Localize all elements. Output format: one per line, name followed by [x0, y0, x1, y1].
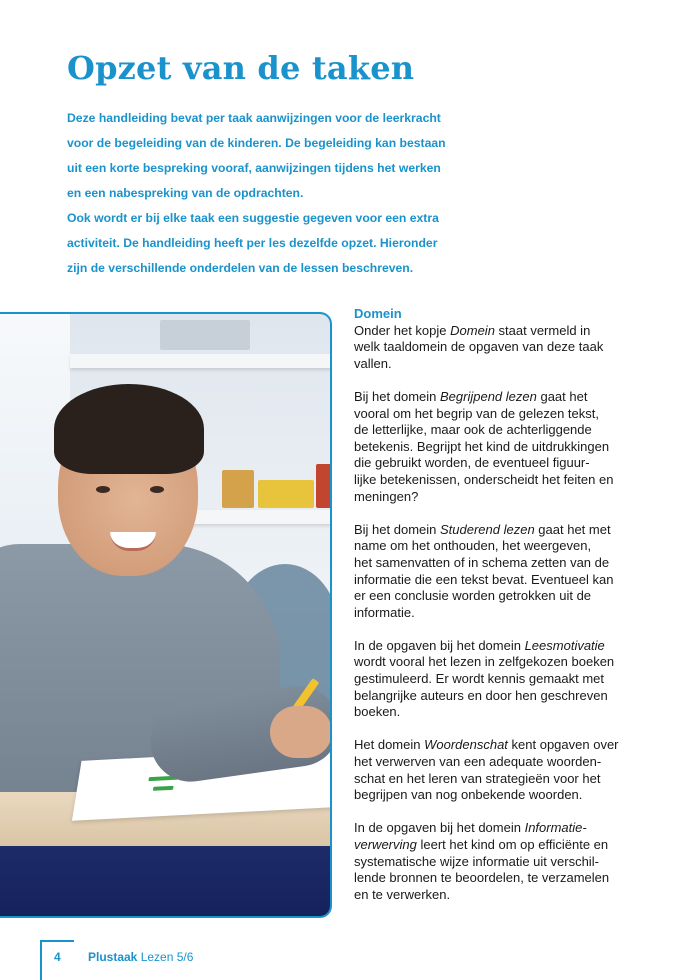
text-line: [354, 837, 654, 854]
intro-line: uit een korte bespreking vooraf, aanwijzingen tijdens het werken: [67, 161, 441, 175]
text-line: [354, 389, 654, 406]
text-line: belangrijke auteurs en door hen geschreven: [354, 687, 608, 703]
text-line: die gebruikt worden, de eventueel figuur-: [354, 455, 590, 471]
text-line: [354, 522, 654, 539]
text-line: name om het onthouden, het weergeven,: [354, 538, 592, 554]
italic-term: Woordenschat: [424, 737, 508, 753]
intro-line: voor de begeleiding van de kinderen. De begeleiding kan bestaan: [67, 136, 446, 150]
paragraph-informatieverwerving: [354, 820, 654, 903]
photo-shelf-box: [160, 320, 250, 350]
text-run: gaat het: [536, 388, 588, 404]
photo-shelf-box: [258, 480, 314, 508]
photo-eye: [96, 486, 110, 493]
text-line: [354, 638, 654, 655]
italic-term: Leesmotivatie: [524, 637, 605, 653]
text-line: het verwerven van een adequate woorden-: [354, 754, 602, 770]
intro-line: activiteit. De handleiding heeft per les dezelfde opzet. Hieronder: [67, 236, 438, 250]
intro-line: zijn de verschillende onderdelen van de lessen beschreven.: [67, 261, 414, 275]
text-run: staat vermeld in: [494, 322, 591, 338]
text-line: er een conclusie worden getrokken uit de: [354, 588, 592, 604]
text-line: [354, 323, 654, 340]
paragraph-studerend-lezen: [354, 522, 654, 622]
text-line: boeken.: [354, 704, 401, 720]
photo-eye: [150, 486, 164, 493]
domain-column: [354, 306, 654, 920]
section-heading-domein: Domein: [354, 306, 402, 321]
text-line: gestimuleerd. Er wordt kennis gemaakt met: [354, 671, 604, 687]
photo-hand: [270, 706, 332, 758]
text-line: de letterlijke, maar ook de achterliggende: [354, 422, 592, 438]
text-line: wordt vooral het lezen in zelfgekozen boeken: [354, 654, 615, 670]
photo-hair: [54, 384, 204, 474]
text-line: informatie.: [354, 604, 415, 620]
text-line: vallen.: [354, 355, 392, 371]
text-line: informatie die een tekst bevat. Eventueel kan: [354, 571, 614, 587]
intro-line: Deze handleiding bevat per taak aanwijzingen voor de leerkracht: [67, 111, 441, 125]
footer-rule: [40, 940, 74, 942]
italic-term: verwerving: [354, 837, 417, 852]
text-line: meningen?: [354, 488, 419, 504]
text-run: leert het kind om op efficiënte en: [416, 837, 609, 852]
footer-brand: Plustaak: [88, 950, 138, 964]
text-line: en te verwerken.: [354, 886, 451, 902]
text-run: Bij het domein: [354, 388, 440, 404]
text-line: vooral om het begrip van de gelezen tekst,: [354, 405, 599, 421]
text-line: het samenvatten of in schema zetten van de: [354, 554, 610, 570]
italic-term: Studerend lezen: [440, 521, 535, 537]
intro-line: Ook wordt er bij elke taak een suggestie gegeven voor een extra: [67, 211, 439, 225]
text-line: [354, 737, 654, 754]
text-line: lende bronnen te beoordelen, te verzamelen: [354, 870, 610, 886]
text-run: gaat het met: [534, 521, 611, 537]
photo-shelf-box: [316, 464, 332, 508]
text-line: systematische wijze informatie uit verschil-: [354, 853, 599, 869]
text-line: welk taaldomein de opgaven van deze taak: [354, 339, 604, 355]
italic-term: Informatie-: [524, 820, 587, 836]
footer-rule: [40, 940, 42, 980]
intro-paragraph: [67, 106, 487, 281]
footer-subtitle: Lezen 5/6: [140, 950, 194, 964]
italic-term: Domein: [450, 322, 495, 338]
paragraph-domein: [354, 323, 654, 373]
text-line: begrijpen van nog onbekende woorden.: [354, 787, 583, 803]
text-run: Bij het domein: [354, 521, 440, 537]
paragraph-leesmotivatie: [354, 638, 654, 721]
photo-shelf: [70, 354, 332, 368]
text-run: In de opgaven bij het domein: [354, 820, 525, 836]
text-run: Onder het kopje: [354, 322, 451, 338]
footer-title: [88, 950, 193, 964]
text-line: betekenis. Begrijpt het kind de uitdrukkingen: [354, 438, 610, 454]
text-line: schat en het leren van strategieën voor het: [354, 770, 601, 786]
photo-shelf-box: [222, 470, 254, 508]
photo-desk-front: [0, 846, 330, 918]
student-photo: [0, 312, 332, 918]
text-run: In de opgaven bij het domein: [354, 637, 525, 653]
text-line: [354, 820, 654, 837]
intro-line: en een nabespreking van de opdrachten.: [67, 186, 304, 200]
paragraph-woordenschat: [354, 737, 654, 803]
page-number: 4: [54, 950, 61, 964]
italic-term: Begrijpend lezen: [440, 388, 537, 404]
photo-worksheet-mark: [153, 786, 174, 791]
text-line: lijke betekenissen, onderscheidt het feiten en: [354, 471, 614, 487]
text-run: Het domein: [354, 737, 425, 753]
text-run: kent opgaven over: [507, 737, 619, 753]
page-title: Opzet van de taken: [67, 49, 415, 87]
paragraph-begrijpend-lezen: [354, 389, 654, 505]
